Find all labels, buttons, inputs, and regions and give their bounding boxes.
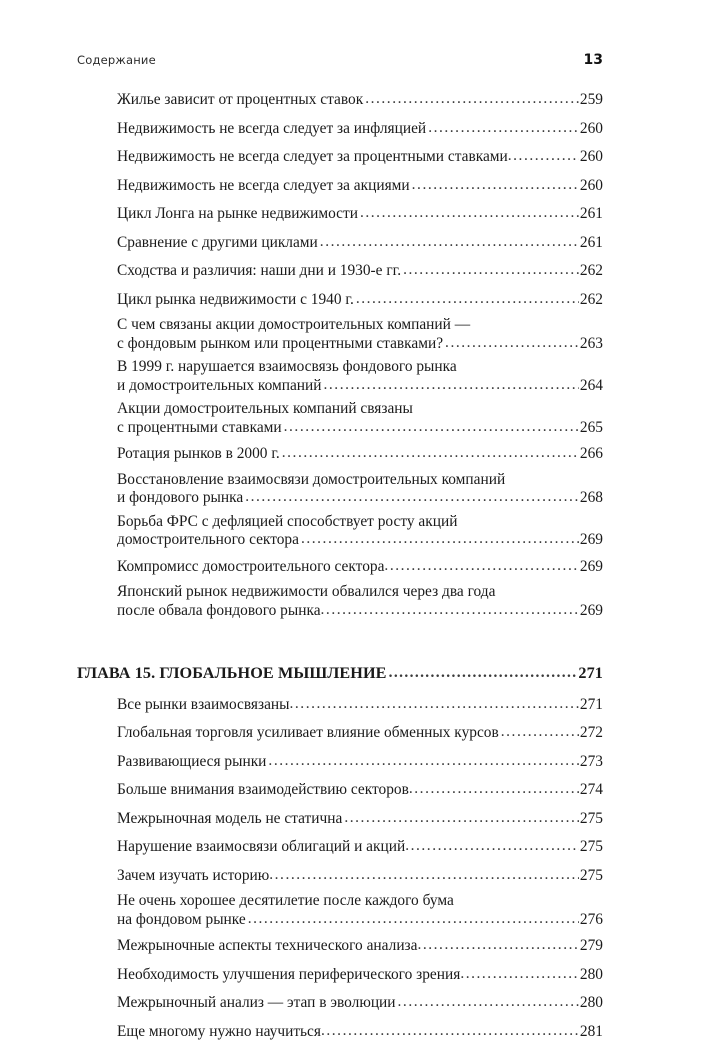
toc-entry-row (117, 88, 603, 111)
dot-leader (412, 173, 579, 196)
toc-entry-page-number: 280 (579, 965, 603, 983)
toc-entry-row (117, 601, 603, 620)
toc-entry-title: Цикл рынка недвижимости с 1940 г. (117, 290, 354, 308)
running-head (77, 52, 603, 68)
toc-entry-title: Сравнение с другими циклами (117, 233, 318, 251)
toc-entry-title: и фондового рынка (117, 489, 244, 506)
toc-entry-page-number: 273 (579, 752, 603, 770)
dot-leader (344, 806, 579, 829)
toc-entry-row (117, 910, 603, 929)
toc-entry-title: Еще многому нужно научиться (117, 1022, 321, 1040)
toc-entry-page-number: 275 (579, 838, 603, 855)
toc-entry[interactable] (77, 288, 603, 311)
toc-entry-page-number: 260 (579, 148, 603, 165)
toc-entry-page-number: 263 (579, 334, 603, 352)
toc-entry-title: Все рынки взаимосвязаны (117, 695, 290, 713)
toc-entry-page-number: 280 (579, 994, 603, 1011)
toc-entry-line: Японский рынок недвижимости обвалился через два года (117, 583, 496, 600)
toc-entry-line: В 1999 г. нарушается взаимосвязь фондового рынка (117, 358, 457, 375)
toc-entry[interactable] (77, 778, 603, 801)
toc-entry-title: Недвижимость не всегда следует за инфляцией (117, 119, 427, 137)
toc-entry[interactable] (77, 892, 603, 929)
dot-leader (508, 144, 579, 167)
toc-entry-title: Глобальная торговля усиливает влияние обменных курсов (117, 724, 499, 741)
toc-entry-page-number: 269 (579, 531, 603, 548)
toc-entry-row (117, 934, 603, 957)
dot-leader (365, 87, 579, 110)
toc-entry-page-number: 275 (579, 809, 603, 827)
dot-leader (290, 692, 579, 715)
toc-entry-page-number: 269 (579, 601, 603, 619)
toc-entry-title: Нарушение взаимосвязи облигаций и акций (117, 838, 406, 855)
toc-entry[interactable] (77, 721, 603, 744)
toc-entry-page-number: 261 (579, 205, 603, 222)
toc-chapter-entry[interactable] (77, 662, 603, 685)
toc-entry-title: Жилье зависит от процентных ставок (117, 91, 364, 108)
toc-entry[interactable] (77, 835, 603, 858)
toc-entry-row (117, 693, 603, 716)
dot-leader (324, 375, 579, 394)
dot-leader (445, 333, 579, 352)
dot-leader (403, 258, 579, 281)
toc-entry-row (117, 778, 603, 801)
toc-entry-title: Межрыночная модель не статична (117, 809, 343, 827)
toc-entry-row (77, 662, 603, 685)
toc-entry-line: Борьба ФРС с дефляцией способствует росту акций (117, 512, 458, 530)
toc-entry-title: Цикл Лонга на рынке недвижимости (117, 205, 358, 222)
toc-entry-title: Компромисс домостроительного сектора (117, 557, 385, 575)
dot-leader (409, 777, 579, 800)
toc-entry-row (117, 835, 603, 858)
dot-leader (245, 487, 579, 506)
dot-leader (501, 720, 579, 743)
toc-entry-page-number: 265 (579, 418, 603, 436)
toc-entry[interactable] (77, 1020, 603, 1043)
toc-entry-page-number: 260 (579, 176, 603, 194)
toc-entry-page-number: 264 (579, 376, 603, 394)
toc-entry-title: Межрыночные аспекты технического анализа (117, 937, 418, 954)
dot-leader (269, 863, 579, 886)
dot-leader (268, 749, 578, 772)
toc-entry-row (117, 442, 603, 465)
dot-leader (417, 933, 578, 956)
toc-entry-row (117, 721, 603, 744)
toc-entry-row (117, 1020, 603, 1043)
toc-entry-row (117, 807, 603, 830)
toc-entry[interactable] (77, 400, 603, 437)
toc-entry-page-number: 266 (579, 445, 603, 462)
toc-entry[interactable] (77, 259, 603, 282)
toc-entry[interactable] (77, 555, 603, 578)
toc-entry-row (117, 174, 603, 197)
toc-entry-page-number: 272 (579, 724, 603, 741)
toc-entry-page-number: 274 (579, 781, 603, 798)
toc-entry-title: с процентными ставками (117, 418, 282, 436)
toc-entry-page-number: 271 (579, 695, 603, 713)
dot-leader (320, 230, 579, 253)
toc-entry-row (117, 334, 603, 353)
toc-entry-row (117, 117, 603, 140)
toc-entry-page-number: 281 (579, 1022, 603, 1040)
dot-leader (321, 1019, 579, 1042)
toc-entry-row (117, 963, 603, 986)
toc-entry[interactable] (77, 442, 603, 465)
toc-entry-page-number: 262 (579, 290, 603, 308)
toc-entry[interactable] (77, 88, 603, 111)
toc-entry-title: Недвижимость не всегда следует за акциями (117, 176, 410, 194)
toc-entry[interactable] (77, 202, 603, 225)
toc-entry[interactable] (77, 864, 603, 887)
toc-entry-title: Недвижимость не всегда следует за процентными ставками (117, 148, 508, 165)
toc-entry[interactable] (77, 934, 603, 957)
table-of-contents-list (77, 88, 603, 1043)
toc-entry[interactable] (77, 117, 603, 140)
toc-entry-title: Больше внимания взаимодействию секторов (117, 781, 409, 798)
dot-leader (284, 417, 579, 436)
toc-entry[interactable] (77, 471, 603, 508)
toc-entry-row (117, 750, 603, 773)
toc-entry-page-number: 260 (579, 119, 603, 137)
toc-entry-title: Необходимость улучшения периферического зрения (117, 965, 461, 983)
toc-entry-page-number: 275 (579, 866, 603, 884)
dot-leader (398, 990, 579, 1013)
toc-entry-title: Развивающиеся рынки (117, 752, 267, 770)
toc-entry-page-number: 259 (579, 91, 603, 108)
toc-entry[interactable] (77, 583, 603, 620)
toc-chapter-title: ГЛАВА 15. ГЛОБАЛЬНОЕ МЫШЛЕНИЕ (77, 663, 387, 682)
toc-entry[interactable] (77, 145, 603, 168)
toc-entry-row (117, 231, 603, 254)
running-head-title: Содержание (77, 53, 156, 67)
toc-entry-page-number: 279 (579, 937, 603, 954)
page-folio-number: 13 (583, 52, 603, 68)
toc-entry-row (117, 259, 603, 282)
toc-entry[interactable] (77, 807, 603, 830)
dot-leader (360, 201, 579, 224)
toc-entry[interactable] (77, 513, 603, 550)
toc-entry-page-number: 262 (579, 262, 603, 279)
toc-entry-title: домостроительного сектора (117, 531, 299, 548)
toc-entry-row (117, 864, 603, 887)
dot-leader (389, 661, 578, 684)
toc-entry-title: после обвала фондового рынка (117, 601, 321, 619)
toc-entry-line: Не очень хорошее десятилетие после каждого бума (117, 892, 454, 909)
dot-leader (384, 554, 578, 577)
toc-entry[interactable] (77, 231, 603, 254)
toc-entry[interactable] (77, 358, 603, 395)
dot-leader (356, 287, 579, 310)
dot-leader (248, 909, 579, 928)
toc-entry-row (117, 288, 603, 311)
dot-leader (282, 441, 579, 464)
toc-entry-row (117, 530, 603, 549)
toc-entry[interactable] (77, 174, 603, 197)
toc-entry-row (117, 202, 603, 225)
toc-entry-page-number: 276 (579, 910, 603, 928)
toc-entry[interactable] (77, 693, 603, 716)
toc-entry-line: Акции домостроительных компаний связаны (117, 400, 413, 417)
dot-leader (321, 600, 579, 619)
toc-entry-title: Сходства и различия: наши дни и 1930-е гг. (117, 262, 402, 279)
toc-entry-line: С чем связаны акции домостроительных компаний — (117, 316, 471, 333)
toc-entry-page-number: 271 (578, 663, 603, 682)
dot-leader (405, 834, 579, 857)
toc-entry-title: с фондовым рынком или процентными ставками? (117, 334, 444, 352)
toc-entry[interactable] (77, 963, 603, 986)
toc-entry-title: Межрыночный анализ — этап в эволюции (117, 994, 396, 1011)
toc-entry-page-number: 261 (579, 233, 603, 251)
toc-entry-title: Ротация рынков в 2000 г. (117, 445, 280, 462)
dot-leader (460, 962, 579, 985)
toc-entry-title: Зачем изучать историю (117, 866, 270, 884)
toc-entry-page-number: 268 (579, 489, 603, 506)
toc-entry-line: Восстановление взаимосвязи домостроительных компаний (117, 470, 506, 488)
toc-entry-row (117, 145, 603, 168)
toc-entry-row (117, 991, 603, 1014)
dot-leader (428, 116, 579, 139)
toc-entry-page-number: 269 (579, 557, 603, 575)
toc-entry[interactable] (77, 750, 603, 773)
toc-entry-row (117, 555, 603, 578)
toc-entry-row (117, 376, 603, 395)
dot-leader (301, 529, 579, 548)
toc-entry[interactable] (77, 991, 603, 1014)
toc-entry-row (117, 418, 603, 437)
toc-entry-title: на фондовом рынке (117, 910, 246, 928)
toc-entry[interactable] (77, 316, 603, 353)
toc-entry-title: и домостроительных компаний (117, 376, 322, 394)
toc-entry-row (117, 488, 603, 507)
